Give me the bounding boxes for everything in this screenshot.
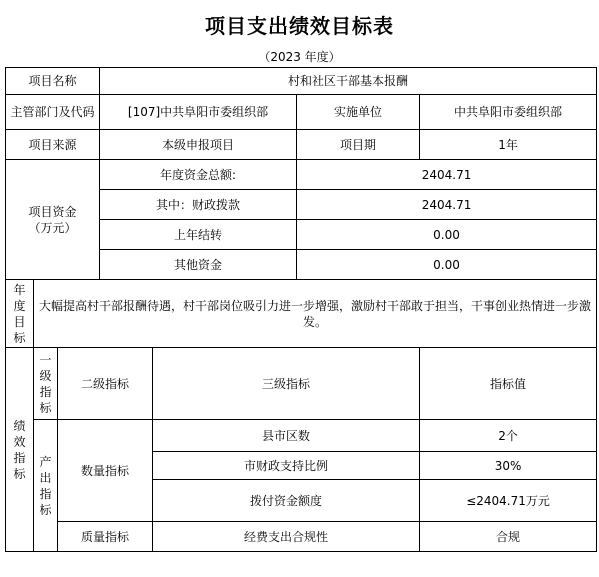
department-row: [6, 95, 597, 130]
page-title: 项目支出绩效目标表: [205, 13, 394, 38]
funds-row-label: 年度资金总额:: [100, 160, 297, 190]
indicator-name: 拨付资金额度: [153, 480, 420, 522]
funds-row-label: 其中：财政拨款: [100, 190, 297, 220]
funds-row-label: 其他资金: [100, 250, 297, 280]
header-level1: 一级指标: [34, 348, 58, 420]
header-level3: 三级指标: [153, 348, 420, 420]
indicator-value: 30%: [420, 452, 597, 480]
period-value: 1年: [420, 130, 597, 160]
indicator-name: 县市区数: [153, 420, 420, 452]
quantity-label: 数量指标: [58, 420, 153, 522]
source-label: 项目来源: [6, 130, 100, 160]
funds-row-value: 2404.71: [297, 190, 597, 220]
indicator-name: 经费支出合规性: [153, 522, 420, 552]
implementer-value: 中共阜阳市委组织部: [420, 95, 597, 130]
funds-row-value: 2404.71: [297, 160, 597, 190]
output-label: 产出指标: [34, 420, 58, 552]
period-label: 项目期: [297, 130, 420, 160]
indicator-value: ≤2404.71万元: [420, 480, 597, 522]
indicator-row: [6, 420, 597, 452]
quality-label: 质量指标: [58, 522, 153, 552]
project-name-value: 村和社区干部基本报酬: [100, 68, 597, 95]
indicator-row: [6, 522, 597, 552]
source-value: 本级申报项目: [100, 130, 297, 160]
department-value: [107]中共阜阳市委组织部: [100, 95, 297, 130]
funds-row: [6, 160, 597, 190]
project-name-label: 项目名称: [6, 68, 100, 95]
perf-header-row: [6, 348, 597, 420]
goal-text: 大幅提高村干部报酬待遇，村干部岗位吸引力进一步增强，激励村干部敢于担当，干事创业热情进一步激发。: [34, 280, 597, 348]
indicator-value: 2个: [420, 420, 597, 452]
funds-row-label: 上年结转: [100, 220, 297, 250]
fiscal-year: （2023 年度）: [258, 50, 341, 64]
project-name-row: [6, 68, 597, 95]
header-value: 指标值: [420, 348, 597, 420]
target-table: [5, 67, 597, 552]
perf-label: 绩效指标: [6, 348, 34, 552]
implementer-label: 实施单位: [297, 95, 420, 130]
indicator-name: 市财政支持比例: [153, 452, 420, 480]
goal-row: [6, 280, 597, 348]
source-row: [6, 130, 597, 160]
department-label: 主管部门及代码: [6, 95, 100, 130]
funds-row-value: 0.00: [297, 220, 597, 250]
funds-row-value: 0.00: [297, 250, 597, 280]
header-level2: 二级指标: [58, 348, 153, 420]
funds-label: 项目资金 （万元）: [6, 160, 100, 280]
indicator-value: 合规: [420, 522, 597, 552]
goal-label: 年度目标: [6, 280, 34, 348]
